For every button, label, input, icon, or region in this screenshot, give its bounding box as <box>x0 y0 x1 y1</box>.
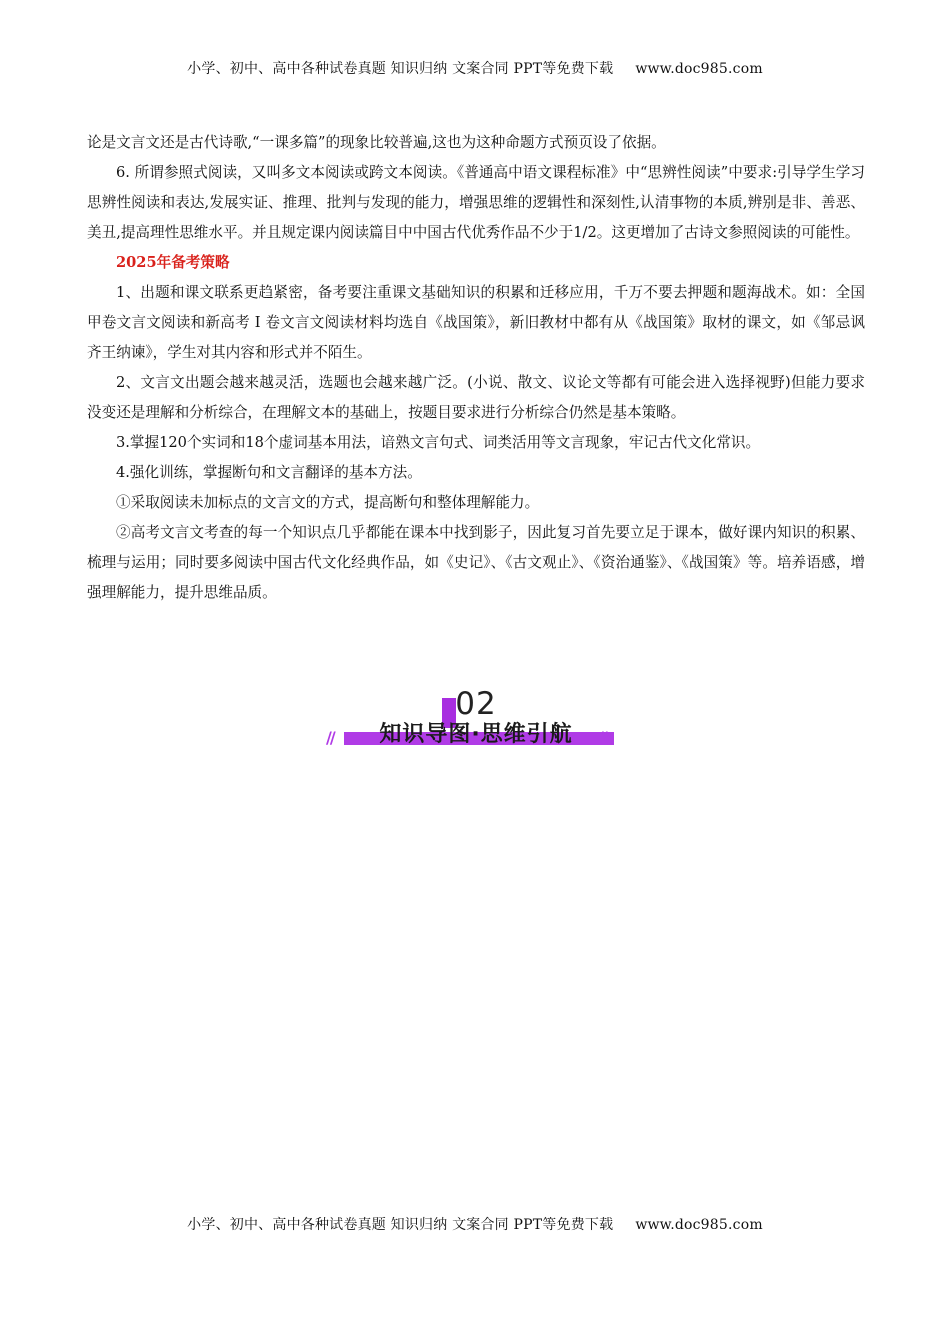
section-banner <box>318 686 634 766</box>
strategy-heading: 2025年备考策略 <box>116 254 230 271</box>
main-content <box>87 128 865 608</box>
section-number: 02 <box>455 686 497 722</box>
header-url[interactable]: www.doc985.com <box>635 61 763 77</box>
strategy-item-1: 1、出题和课文联系更趋紧密，备考要注重课文基础知识的积累和迁移应用，千万不要去押题和题海战术。如：全国甲卷文言文阅读和新高考 I 卷文言文阅读材料均选自《战国策》，新旧教材中都有从《战国策》取材的课文，如《邹忌讽齐王纳谏》，学生对其内容和形式并不陌生。 <box>87 284 865 361</box>
footer-text: 小学、初中、高中各种试卷真题 知识归纳 文案合同 PPT等免费下载 <box>187 1217 614 1233</box>
strategy-item-4: 4.强化训练，掌握断句和文言翻译的基本方法。 <box>116 464 422 481</box>
paragraph-6: 6. 所谓参照式阅读，又叫多文本阅读或跨文本阅读。《普通高中语文课程标准》中“思辨性阅读”中要求:引导学生学习思辨性阅读和表达,发展实证、推理、批判与发现的能力，增强思维的逻辑性和深刻性,认清事物的本质,辨别是非、善恶、美丑,提高理性思维水平。并且规定课内阅读篇目中中国古代优秀作品不少于1/2。这更增加了古诗文参照阅读的可能性。 <box>87 164 865 241</box>
paragraph-continuation: 论是文言文还是古代诗歌,“一课多篇”的现象比较普遍,这也为这种命题方式预页设了依据。 <box>87 134 666 151</box>
double-slash-left-icon: // <box>326 728 334 747</box>
page-header <box>0 58 950 78</box>
strategy-item-4a: ①采取阅读未加标点的文言文的方式，提高断句和整体理解能力。 <box>116 494 540 511</box>
section-title: 知识导图·思维引航 <box>379 722 573 747</box>
strategy-item-4b: ②高考文言文考查的每一个知识点几乎都能在课本中找到影子，因此复习首先要立足于课本，做好课内知识的积累、梳理与运用；同时要多阅读中国古代文化经典作品，如《史记》、《古文观止》、《资治通鉴》、《战国策》等。培养语感，增强理解能力，提升思维品质。 <box>87 524 865 601</box>
page-footer <box>0 1214 950 1234</box>
strategy-item-2: 2、文言文出题会越来越灵活，选题也会越来越广泛。(小说、散文、议论文等都有可能会进入选择视野)但能力要求没变还是理解和分析综合，在理解文本的基础上，按题目要求进行分析综合仍然是基本策略。 <box>87 374 865 421</box>
strategy-item-3: 3.掌握120个实词和18个虚词基本用法，谙熟文言句式、词类活用等文言现象，牢记古代文化常识。 <box>116 434 761 451</box>
double-slash-right-icon: \\ <box>602 728 610 747</box>
header-text: 小学、初中、高中各种试卷真题 知识归纳 文案合同 PPT等免费下载 <box>187 61 614 77</box>
footer-url[interactable]: www.doc985.com <box>635 1217 763 1233</box>
